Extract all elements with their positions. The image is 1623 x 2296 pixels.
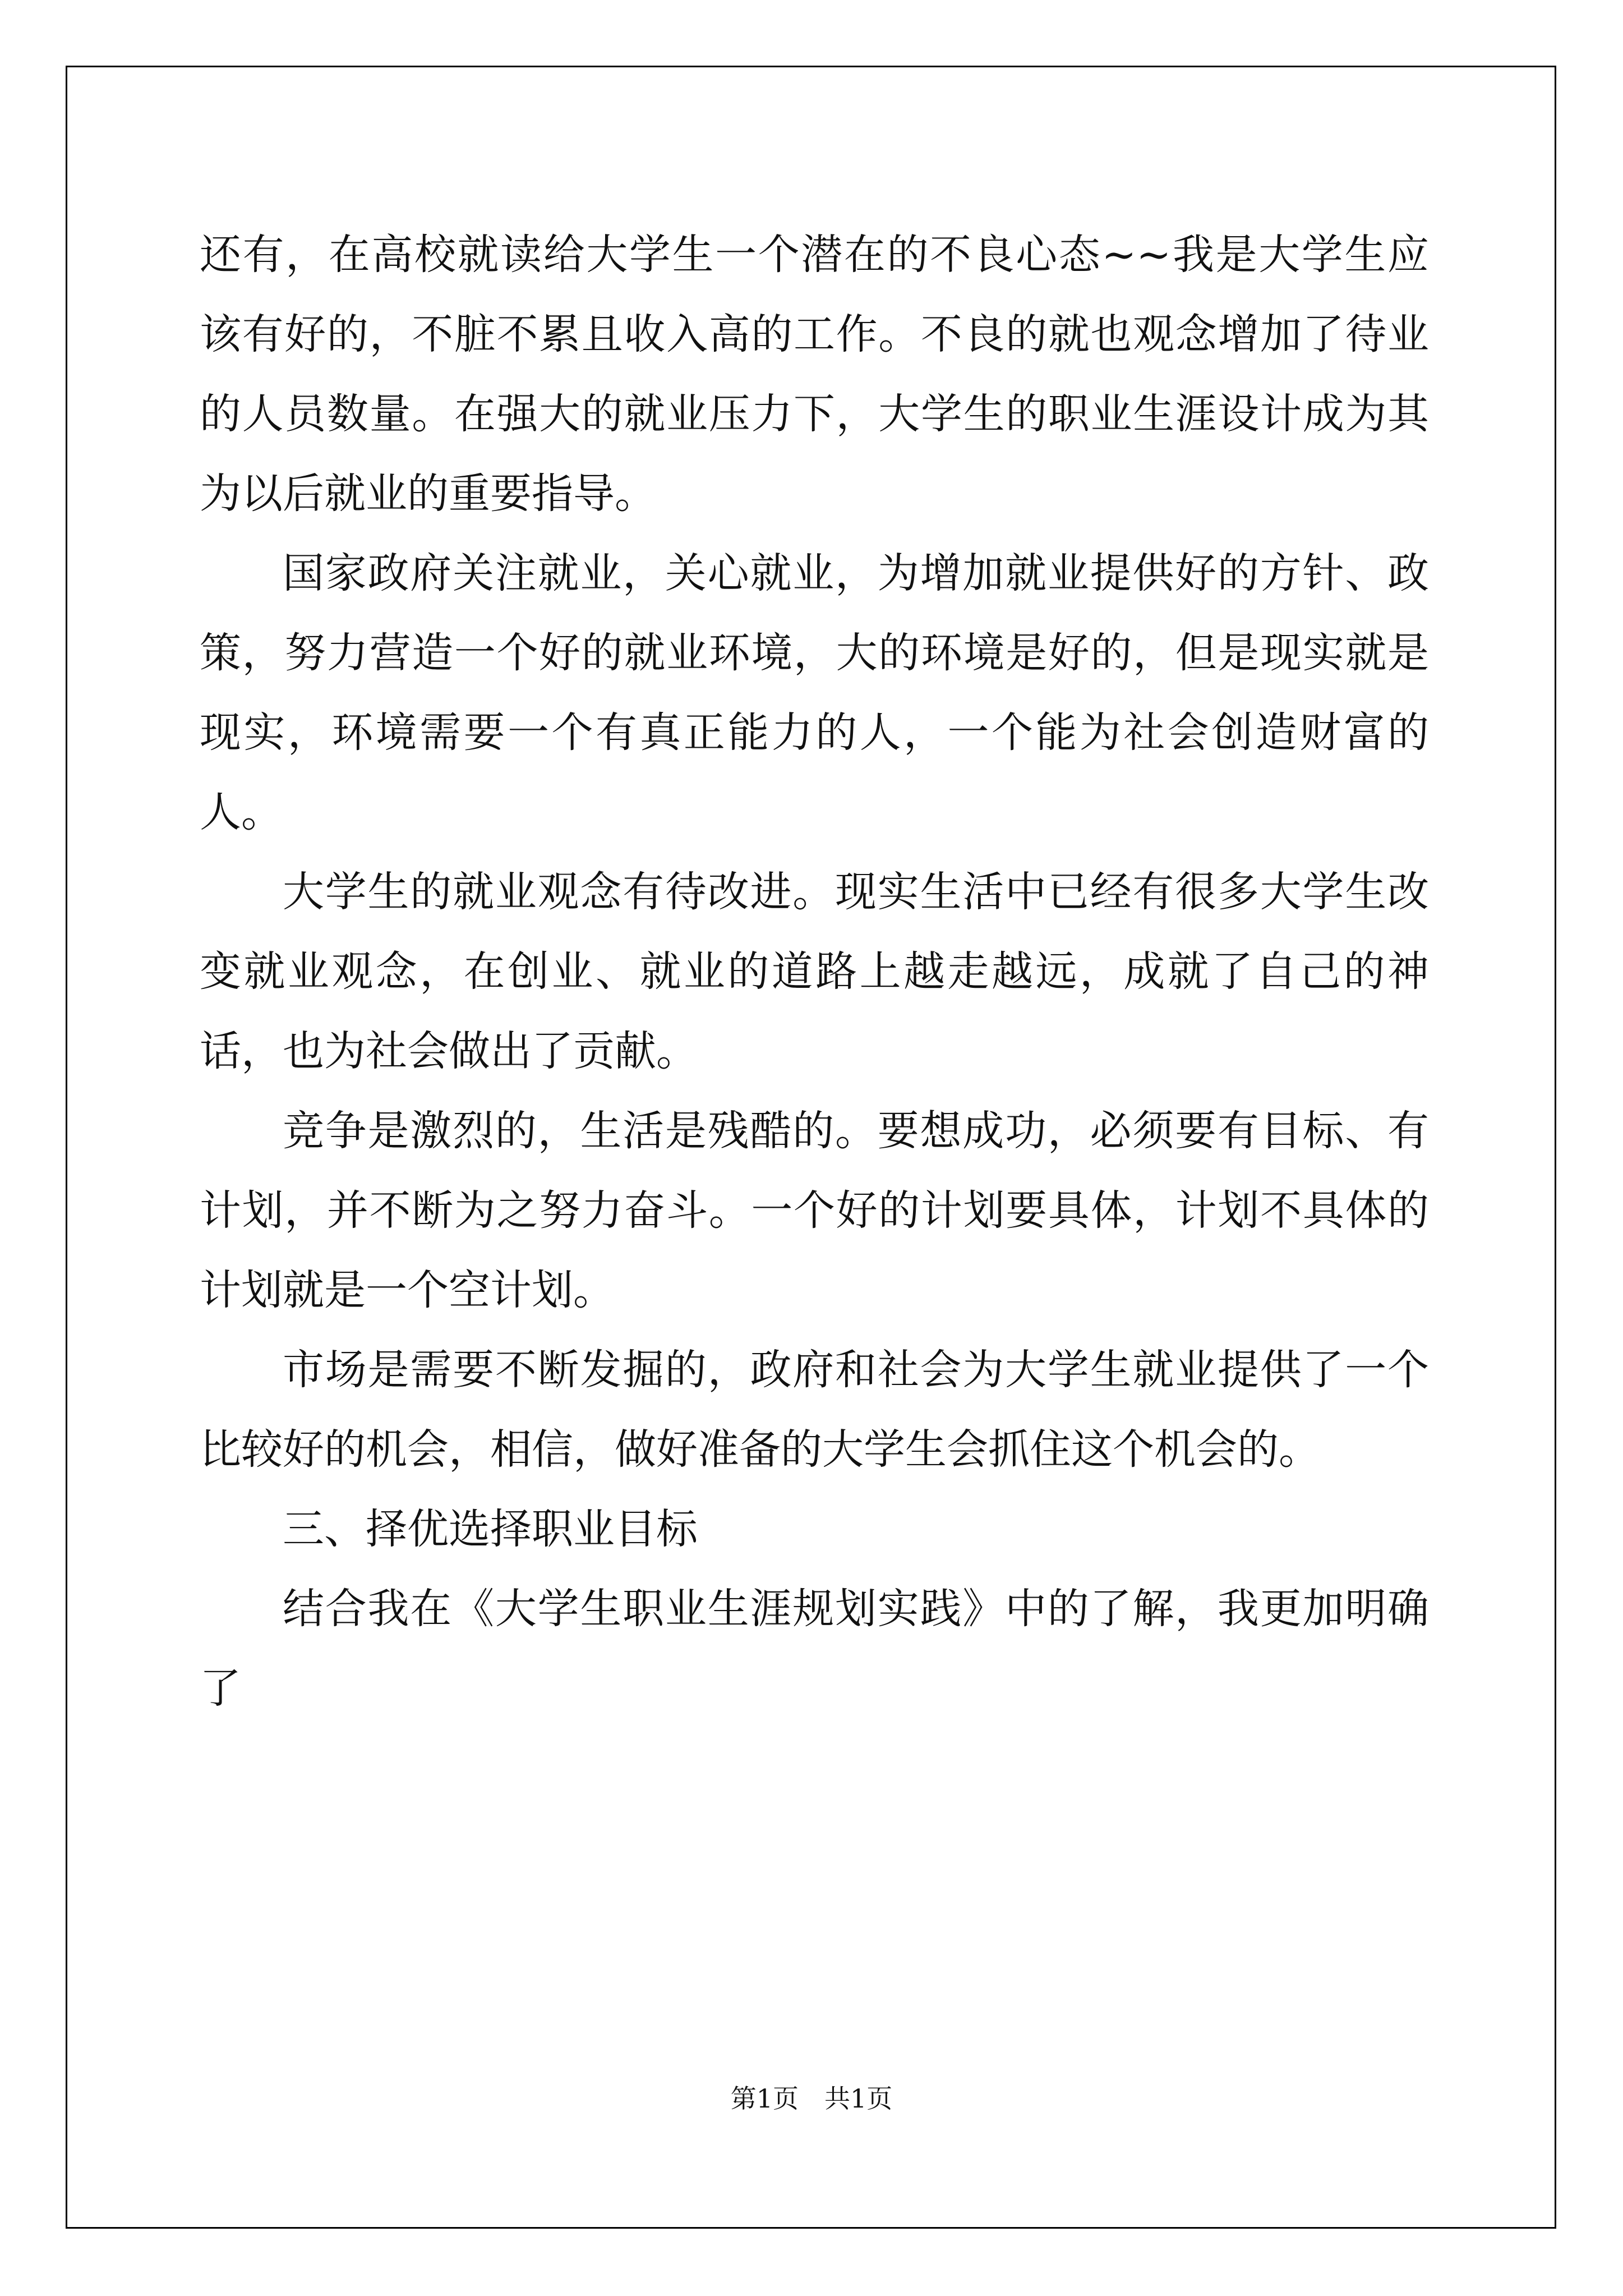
page-number: 第1页 共1页 [730, 2083, 893, 2114]
paragraph-4: 竞争是激烈的，生活是残酷的。要想成功，必须要有目标、有计划，并不断为之努力奋斗。一个好的计划要具体，计划不具体的计划就是一个空计划。 [200, 1107, 1429, 1314]
section-heading: 三、择优选择职业目标 [283, 1505, 698, 1553]
paragraph-6: 结合我在《大学生职业生涯规划实践》中的了解，我更加明确了 [200, 1585, 1429, 1713]
paragraph-1: 还有，在高校就读给大学生一个潜在的不良心态~~我是大学生应该有好的，不脏不累且收入高的工作。不良的就也观念增加了待业的人员数量。在强大的就业压力下，大学生的职业生涯设计成为其为以后就业的重要指导。 [200, 231, 1429, 518]
paragraph-2: 国家政府关注就业，关心就业，为增加就业提供好的方针、政策，努力营造一个好的就业环境，大的环境是好的，但是现实就是现实，环境需要一个有真正能力的人，一个能为社会创造财富的人。 [200, 549, 1429, 836]
paragraph-5: 市场是需要不断发掘的，政府和社会为大学生就业提供了一个比较好的机会，相信，做好准备的大学生会抓住这个机会的。 [200, 1346, 1429, 1474]
paragraph-3: 大学生的就业观念有待改进。现实生活中已经有很多大学生改变就业观念，在创业、就业的道路上越走越远，成就了自己的神话，也为社会做出了贡献。 [200, 868, 1429, 1075]
document-body [200, 215, 1429, 1728]
